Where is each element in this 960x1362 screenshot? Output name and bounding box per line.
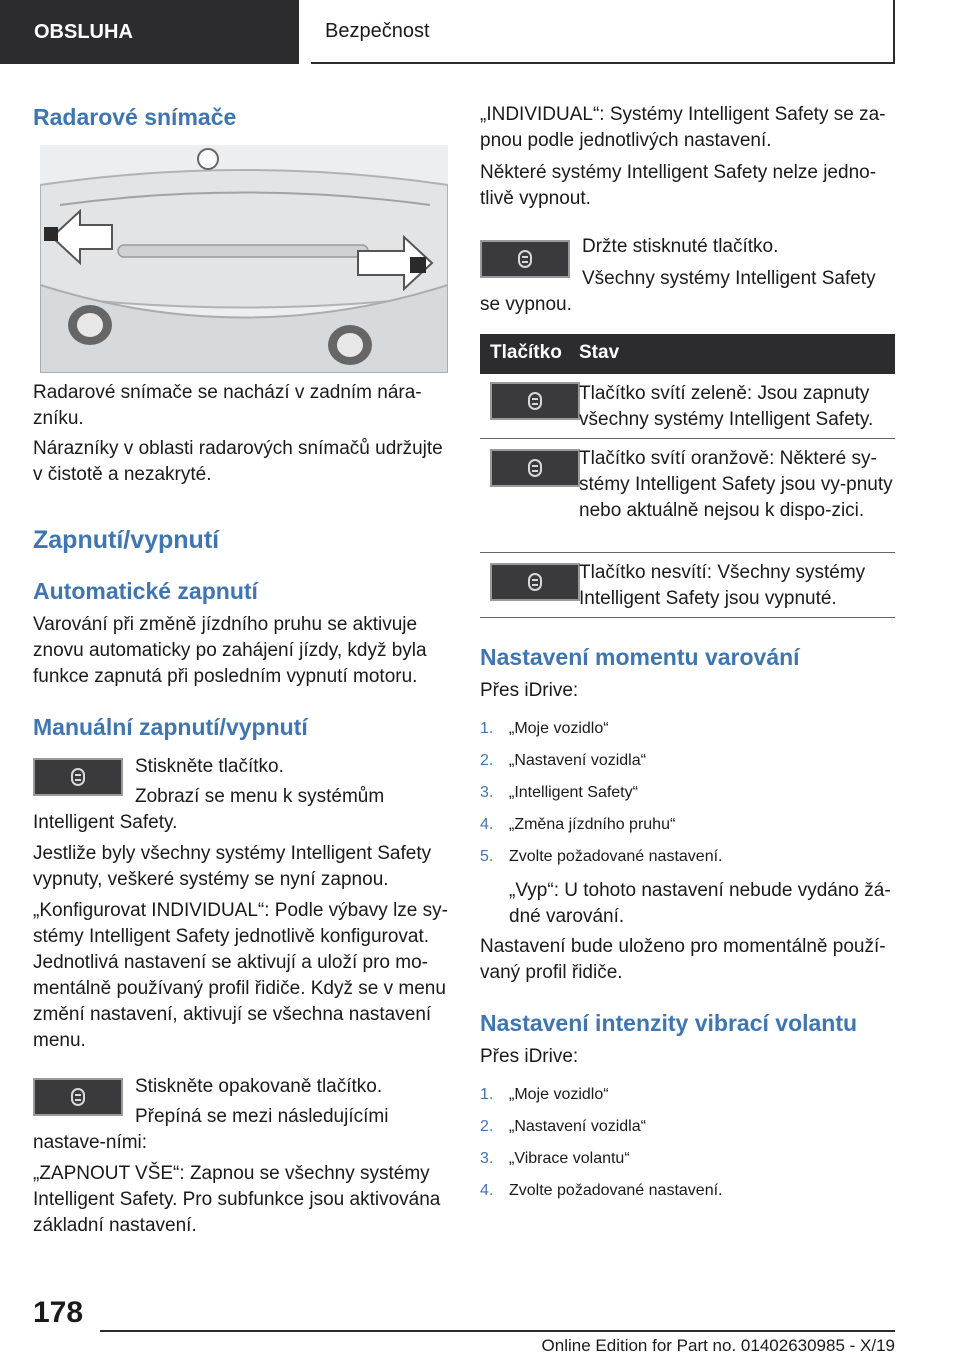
section-tab bbox=[0, 0, 299, 64]
rear-bumper-illustration bbox=[40, 145, 448, 373]
col-state-header: Stav bbox=[579, 342, 620, 363]
col-button-header: Tlačítko bbox=[490, 342, 562, 363]
edition-text: Online Edition for Part no. 01402630985 - X/19 bbox=[541, 1336, 895, 1355]
menu-shown-text: Zobrazí se menu k systémům Intelligent Safety. bbox=[33, 786, 385, 833]
chapter-label: Bezpečnost bbox=[325, 19, 430, 42]
list-item: 1. „Moje vozidlo“ bbox=[480, 1086, 609, 1103]
saved-note: Nastavení bude uloženo pro momentálně použí-vaný profil řidiče. bbox=[480, 936, 886, 983]
configure-text: „Konfigurovat INDIVIDUAL“: Podle výbavy lze sy-stémy Intelligent Safety jednotlivě konfigurovat. Jednotlivá nastavení se aktivují a uloží pro mo-mentálně používaný profil řidiče. Když se v menu změní nastavení, aktivují se všechna nastavení menu. bbox=[33, 900, 448, 1051]
section-label: OBSLUHA bbox=[34, 20, 133, 43]
list-item: 2. „Nastavení vozidla“ bbox=[480, 752, 646, 769]
table-divider bbox=[480, 438, 895, 439]
switch-between-text: Přepíná se mezi následujícími nastave-ními: bbox=[33, 1106, 389, 1153]
table-divider bbox=[480, 552, 895, 553]
vibration-title: Nastavení intenzity vibrací volantu bbox=[480, 1010, 858, 1036]
list-item: 2. „Nastavení vozidla“ bbox=[480, 1118, 646, 1135]
status-row-1: Tlačítko svítí zeleně: Jsou zapnuty všechny systémy Intelligent Safety. bbox=[579, 383, 874, 430]
status-button-green bbox=[490, 382, 580, 420]
status-button-off bbox=[490, 563, 580, 601]
list-item: 1. „Moje vozidlo“ bbox=[480, 720, 609, 737]
intelligent-safety-icon bbox=[528, 459, 542, 477]
all-on-text: „ZAPNOUT VŠE“: Zapnou se všechny systémy Intelligent Safety. Pro subfunkce jsou aktivována základní nastavení. bbox=[33, 1163, 441, 1236]
manual-title: Manuální zapnutí/vypnutí bbox=[33, 714, 308, 740]
auto-paragraph: Varování při změně jízdního pruhu se aktivuje znovu automaticky po zahájení jízdy, když byla funkce zapnutá při posledním vypnutí motoru. bbox=[33, 614, 427, 687]
list-item: 4. „Změna jízdního pruhu“ bbox=[480, 816, 676, 833]
chapter-tab bbox=[311, 0, 895, 64]
some-cannot-text: Některé systémy Intelligent Safety nelze jedno-tlivě vypnout. bbox=[480, 162, 877, 209]
list-item: 3. „Vibrace volantu“ bbox=[480, 1150, 630, 1167]
via-idrive-text-2: Přes iDrive: bbox=[480, 1046, 579, 1067]
rear-bumper-drawing bbox=[40, 145, 448, 373]
intelligent-safety-icon bbox=[528, 392, 542, 410]
warn-title: Nastavení momentu varování bbox=[480, 644, 800, 670]
list-item: 5. Zvolte požadované nastavení. bbox=[480, 848, 723, 865]
radar-paragraph-2: Nárazníky v oblasti radarových snímačů udržujte v čistotě a nezakryté. bbox=[33, 438, 443, 485]
radar-title: Radarové snímače bbox=[33, 104, 237, 130]
individual-text: „INDIVIDUAL“: Systémy Intelligent Safety se za-pnou podle jednotlivých nastavení. bbox=[480, 104, 886, 151]
table-divider bbox=[480, 617, 895, 618]
all-off-hold-text: Všechny systémy Intelligent Safety se vypnou. bbox=[480, 268, 876, 315]
list-item: 4. Zvolte požadované nastavení. bbox=[480, 1182, 723, 1199]
via-idrive-text: Přes iDrive: bbox=[480, 680, 579, 701]
auto-title: Automatické zapnutí bbox=[33, 578, 258, 604]
vibration-steps-list bbox=[480, 1082, 895, 1210]
radar-paragraph-1: Radarové snímače se nachází v zadním nára-zníku. bbox=[33, 382, 422, 429]
intelligent-safety-icon bbox=[528, 573, 542, 591]
status-table-header bbox=[480, 334, 895, 374]
footer-divider bbox=[100, 1330, 895, 1332]
onoff-title: Zapnutí/vypnutí bbox=[33, 526, 220, 554]
warn-steps-list bbox=[480, 716, 895, 876]
list-item: 3. „Intelligent Safety“ bbox=[480, 784, 638, 801]
press-repeat-text: Stiskněte opakovaně tlačítko. bbox=[135, 1076, 383, 1097]
status-button-orange bbox=[490, 449, 580, 487]
hold-button-text: Držte stisknuté tlačítko. bbox=[582, 236, 779, 257]
page-number: 178 bbox=[33, 1296, 84, 1329]
vyp-note: „Vyp“: U tohoto nastavení nebude vydáno žá-dné varování. bbox=[509, 880, 891, 927]
press-button-text: Stiskněte tlačítko. bbox=[135, 756, 284, 777]
all-off-text: Jestliže byly všechny systémy Intelligent Safety vypnuty, veškeré systémy se nyní zapnou. bbox=[33, 843, 432, 890]
status-row-3: Tlačítko nesvítí: Všechny systémy Intelligent Safety jsou vypnuté. bbox=[579, 562, 866, 609]
status-row-2: Tlačítko svítí oranžově: Některé sy-stémy Intelligent Safety jsou vy-pnuty nebo aktuálně nejsou k dispo-zici. bbox=[579, 448, 893, 521]
